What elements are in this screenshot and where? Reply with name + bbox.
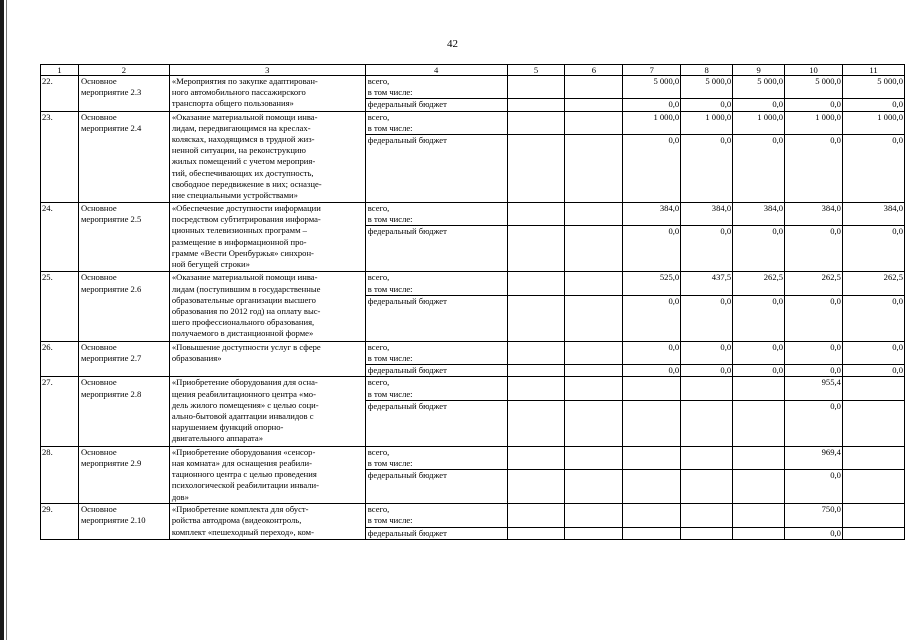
measure-cell — [78, 76, 169, 112]
federal-value-cell: 0,0 — [623, 226, 681, 272]
funding-total-label-line: всего, — [367, 272, 390, 283]
total-value-cell: 955,4 — [785, 377, 843, 400]
description-cell — [169, 341, 365, 377]
column-header: 7 — [623, 65, 681, 76]
description-cell — [169, 377, 365, 446]
description-text-line: «Обеспечение доступности информации — [171, 203, 321, 214]
column-header: 1 — [41, 65, 79, 76]
empty-cell — [507, 203, 565, 226]
funding-total-label-cell — [365, 111, 507, 134]
federal-budget-label-cell: федеральный бюджет — [365, 527, 507, 539]
description-text-line: образования по 2012 год) на оплату выс- — [171, 306, 321, 317]
federal-value-cell — [681, 470, 733, 504]
description-text-line: ально-бытовой адаптации инвалидов с — [171, 411, 314, 422]
federal-value-cell: 0,0 — [623, 99, 681, 111]
description-text-line: «Оказание материальной помощи инва- — [171, 111, 318, 122]
total-value-cell: 0,0 — [681, 341, 733, 364]
row-number-cell: 29. — [41, 504, 79, 540]
funding-total-label-line: всего, — [367, 504, 390, 515]
description-text-line: щения реабилитационного центра «мо- — [171, 388, 316, 399]
total-value-cell: 5 000,0 — [623, 76, 681, 99]
description-text-line: «Приобретение оборудования для осна- — [171, 377, 318, 388]
description-text-line: жилых помещений с учетом мероприя- — [171, 156, 316, 167]
column-header: 10 — [785, 65, 843, 76]
federal-value-cell: 0,0 — [785, 99, 843, 111]
column-header: 11 — [842, 65, 904, 76]
funding-total-label-cell — [365, 272, 507, 295]
total-value-cell — [623, 446, 681, 469]
description-text-line: двигательного аппарата» — [171, 433, 264, 444]
description-text-line: ненной ситуации, на реконструкцию — [171, 145, 306, 156]
empty-cell — [507, 341, 565, 364]
description-text-line: ционных телевизионных программ – — [171, 225, 307, 236]
description-text-line: дов» — [171, 491, 189, 502]
description-text-line: образовательные организации высшего — [171, 294, 316, 305]
federal-value-cell: 0,0 — [785, 226, 843, 272]
total-value-cell: 0,0 — [785, 341, 843, 364]
total-value-cell: 384,0 — [623, 203, 681, 226]
description-cell — [169, 504, 365, 540]
funding-total-label-line: в том числе: — [367, 515, 413, 526]
measure-text-line: Основное — [80, 377, 117, 388]
description-text-line: образования» — [171, 353, 222, 364]
empty-cell — [507, 135, 565, 203]
row-number-cell: 26. — [41, 341, 79, 377]
total-value-cell — [733, 446, 785, 469]
empty-cell — [507, 99, 565, 111]
measure-text-line: Основное — [80, 341, 117, 352]
federal-value-cell: 0,0 — [681, 226, 733, 272]
description-text-line: посредством субтитрирования информа- — [171, 214, 321, 225]
empty-cell — [565, 504, 623, 527]
total-value-cell: 0,0 — [842, 341, 904, 364]
table-row — [41, 272, 905, 295]
empty-cell — [565, 470, 623, 504]
measure-cell — [78, 446, 169, 503]
total-value-cell: 384,0 — [785, 203, 843, 226]
column-header: 6 — [565, 65, 623, 76]
description-text-line: «Приобретение комплекта для обуст- — [171, 504, 309, 515]
total-value-cell: 525,0 — [623, 272, 681, 295]
description-text-line: дель жилого помещения» с целью соци- — [171, 399, 319, 410]
description-text-line: «Приобретение оборудования «сенсор- — [171, 446, 316, 457]
funding-total-label-line: в том числе: — [367, 214, 413, 225]
funding-total-label-line: в том числе: — [367, 283, 413, 294]
federal-budget-label-cell: федеральный бюджет — [365, 470, 507, 504]
federal-value-cell: 0,0 — [681, 99, 733, 111]
empty-cell — [565, 226, 623, 272]
measure-text-line: Основное — [80, 272, 117, 283]
column-header: 8 — [681, 65, 733, 76]
empty-cell — [565, 135, 623, 203]
row-number-cell: 27. — [41, 377, 79, 446]
federal-value-cell: 0,0 — [733, 226, 785, 272]
table-row — [41, 76, 905, 99]
description-text-line: психологической реабилитации инвали- — [171, 480, 319, 491]
measure-text-line: мероприятие 2.8 — [80, 388, 142, 399]
total-value-cell — [842, 504, 904, 527]
empty-cell — [565, 377, 623, 400]
empty-cell — [565, 272, 623, 295]
empty-cell — [565, 341, 623, 364]
total-value-cell: 5 000,0 — [842, 76, 904, 99]
total-value-cell: 262,5 — [842, 272, 904, 295]
description-text-line: транспорта общего пользования» — [171, 98, 294, 109]
empty-cell — [565, 446, 623, 469]
total-value-cell: 1 000,0 — [623, 111, 681, 134]
total-value-cell — [842, 377, 904, 400]
description-text-line: получаемого в дистанционной форме» — [171, 328, 314, 339]
total-value-cell: 969,4 — [785, 446, 843, 469]
measure-text-line: мероприятие 2.10 — [80, 515, 146, 526]
federal-value-cell — [842, 400, 904, 446]
description-text-line: нарушением функций опорно- — [171, 422, 284, 433]
funding-total-label-line: в том числе: — [367, 122, 413, 133]
empty-cell — [565, 295, 623, 341]
federal-value-cell — [842, 527, 904, 539]
description-text-line: тационного центра с целью проведения — [171, 469, 317, 480]
total-value-cell: 1 000,0 — [733, 111, 785, 134]
empty-cell — [507, 446, 565, 469]
measure-text-line: Основное — [80, 76, 117, 86]
federal-value-cell: 0,0 — [681, 365, 733, 377]
federal-budget-label-cell: федеральный бюджет — [365, 99, 507, 111]
total-value-cell: 750,0 — [785, 504, 843, 527]
federal-value-cell: 0,0 — [842, 135, 904, 203]
table-row — [41, 377, 905, 400]
measure-text-line: Основное — [80, 504, 117, 515]
federal-budget-label-cell: федеральный бюджет — [365, 135, 507, 203]
measure-cell — [78, 203, 169, 272]
federal-budget-label-cell: федеральный бюджет — [365, 226, 507, 272]
total-value-cell: 1 000,0 — [681, 111, 733, 134]
funding-total-label-line: в том числе: — [367, 458, 413, 469]
description-text-line: «Мероприятия по закупке адаптирован- — [171, 76, 318, 86]
funding-total-label-line: всего, — [367, 377, 390, 388]
measure-text-line: мероприятие 2.4 — [80, 122, 142, 133]
total-value-cell: 384,0 — [681, 203, 733, 226]
total-value-cell — [733, 377, 785, 400]
empty-cell — [507, 272, 565, 295]
row-number-cell: 23. — [41, 111, 79, 202]
empty-cell — [565, 527, 623, 539]
description-text-line: лидам (поступившим в государственные — [171, 283, 321, 294]
table-row — [41, 203, 905, 226]
description-text-line: «Повышение доступности услуг в сфере — [171, 341, 321, 352]
empty-cell — [565, 365, 623, 377]
total-value-cell — [842, 446, 904, 469]
measure-text-line: Основное — [80, 111, 117, 122]
measure-text-line: мероприятие 2.9 — [80, 458, 142, 469]
federal-value-cell: 0,0 — [842, 365, 904, 377]
table-row — [41, 446, 905, 469]
empty-cell — [507, 295, 565, 341]
federal-value-cell: 0,0 — [785, 527, 843, 539]
empty-cell — [565, 76, 623, 99]
funding-total-label-line: всего, — [367, 76, 390, 86]
measure-text-line: Основное — [80, 203, 117, 214]
measure-cell — [78, 504, 169, 540]
measure-text-line: мероприятие 2.5 — [80, 214, 142, 225]
federal-value-cell — [623, 527, 681, 539]
federal-value-cell — [623, 400, 681, 446]
funding-total-label-line: всего, — [367, 203, 390, 214]
federal-value-cell — [681, 527, 733, 539]
federal-value-cell: 0,0 — [733, 365, 785, 377]
total-value-cell — [681, 504, 733, 527]
total-value-cell: 5 000,0 — [733, 76, 785, 99]
measure-cell — [78, 111, 169, 202]
federal-value-cell: 0,0 — [623, 295, 681, 341]
total-value-cell: 5 000,0 — [681, 76, 733, 99]
federal-value-cell: 0,0 — [785, 400, 843, 446]
scan-binding-shadow — [6, 0, 7, 640]
description-text-line: свободное передвижение в них; осназце- — [171, 178, 322, 189]
page-number: 42 — [447, 38, 458, 50]
total-value-cell: 384,0 — [842, 203, 904, 226]
description-text-line: лидам, передвигающимся на креслах- — [171, 122, 311, 133]
column-header: 2 — [78, 65, 169, 76]
federal-value-cell: 0,0 — [785, 135, 843, 203]
total-value-cell: 0,0 — [733, 341, 785, 364]
total-value-cell: 384,0 — [733, 203, 785, 226]
empty-cell — [507, 226, 565, 272]
empty-cell — [507, 365, 565, 377]
total-value-cell — [733, 504, 785, 527]
empty-cell — [507, 111, 565, 134]
federal-budget-label-cell: федеральный бюджет — [365, 400, 507, 446]
federal-value-cell: 0,0 — [785, 365, 843, 377]
federal-value-cell: 0,0 — [681, 295, 733, 341]
empty-cell — [565, 400, 623, 446]
row-number-cell: 28. — [41, 446, 79, 503]
funding-total-label-cell — [365, 76, 507, 99]
table-header-row — [41, 65, 905, 76]
description-cell — [169, 272, 365, 341]
federal-value-cell — [733, 400, 785, 446]
row-number-cell: 22. — [41, 76, 79, 112]
federal-value-cell: 0,0 — [785, 470, 843, 504]
measure-text-line: Основное — [80, 446, 117, 457]
description-text-line: колясках, находящимся в трудной жиз- — [171, 134, 315, 145]
description-text-line: грамме «Вести Оренбуржья» синхрон- — [171, 247, 314, 258]
funding-total-label-cell — [365, 377, 507, 400]
row-number-cell: 25. — [41, 272, 79, 341]
empty-cell — [565, 99, 623, 111]
federal-value-cell — [681, 400, 733, 446]
description-text-line: комплект «пешеходный переход», ком- — [171, 526, 314, 537]
description-text-line: ройства автодрома (видеоконтроль, — [171, 515, 302, 526]
description-text-line: ная комната» для оснащения реабили- — [171, 458, 312, 469]
total-value-cell: 5 000,0 — [785, 76, 843, 99]
row-number-cell: 24. — [41, 203, 79, 272]
federal-value-cell: 0,0 — [842, 99, 904, 111]
federal-value-cell — [733, 470, 785, 504]
total-value-cell: 1 000,0 — [785, 111, 843, 134]
description-cell — [169, 111, 365, 202]
measure-text-line: мероприятие 2.6 — [80, 283, 142, 294]
column-header: 3 — [169, 65, 365, 76]
column-header: 9 — [733, 65, 785, 76]
description-cell — [169, 76, 365, 112]
measure-cell — [78, 341, 169, 377]
description-text-line: «Оказание материальной помощи инва- — [171, 272, 318, 283]
total-value-cell — [623, 377, 681, 400]
federal-value-cell: 0,0 — [623, 135, 681, 203]
federal-value-cell: 0,0 — [733, 99, 785, 111]
federal-value-cell: 0,0 — [842, 295, 904, 341]
table-row — [41, 341, 905, 364]
empty-cell — [507, 527, 565, 539]
total-value-cell — [681, 377, 733, 400]
empty-cell — [507, 470, 565, 504]
table-row — [41, 504, 905, 527]
total-value-cell: 0,0 — [623, 341, 681, 364]
description-text-line: размещение в информационной про- — [171, 236, 307, 247]
funding-total-label-cell — [365, 341, 507, 364]
total-value-cell — [681, 446, 733, 469]
funding-total-label-line: в том числе: — [367, 353, 413, 364]
funding-total-label-line: в том числе: — [367, 388, 413, 399]
description-text-line: ного автомобильного пассажирского — [171, 87, 306, 98]
total-value-cell: 437,5 — [681, 272, 733, 295]
measure-cell — [78, 272, 169, 341]
empty-cell — [507, 504, 565, 527]
measure-cell — [78, 377, 169, 446]
measure-text-line: мероприятие 2.7 — [80, 353, 142, 364]
empty-cell — [507, 377, 565, 400]
federal-value-cell: 0,0 — [623, 365, 681, 377]
federal-value-cell: 0,0 — [733, 135, 785, 203]
federal-budget-label-cell: федеральный бюджет — [365, 295, 507, 341]
column-header: 4 — [365, 65, 507, 76]
funding-total-label-cell — [365, 203, 507, 226]
federal-value-cell: 0,0 — [733, 295, 785, 341]
federal-value-cell: 0,0 — [681, 135, 733, 203]
scan-binding-edge — [0, 0, 4, 640]
measure-text-line: мероприятие 2.3 — [80, 87, 142, 98]
funding-total-label-cell — [365, 504, 507, 527]
empty-cell — [565, 203, 623, 226]
federal-value-cell: 0,0 — [785, 295, 843, 341]
table-row — [41, 111, 905, 134]
column-header: 5 — [507, 65, 565, 76]
funding-total-label-line: всего, — [367, 446, 390, 457]
federal-value-cell — [623, 470, 681, 504]
total-value-cell: 262,5 — [785, 272, 843, 295]
description-text-line: ние специальными устройствами» — [171, 190, 298, 201]
total-value-cell: 1 000,0 — [842, 111, 904, 134]
description-cell — [169, 203, 365, 272]
empty-cell — [507, 76, 565, 99]
federal-value-cell: 0,0 — [842, 226, 904, 272]
funding-total-label-line: всего, — [367, 111, 390, 122]
federal-value-cell — [842, 470, 904, 504]
funding-total-label-line: в том числе: — [367, 87, 413, 98]
budget-table — [40, 64, 905, 540]
federal-budget-label-cell: федеральный бюджет — [365, 365, 507, 377]
empty-cell — [507, 400, 565, 446]
total-value-cell: 262,5 — [733, 272, 785, 295]
federal-value-cell — [733, 527, 785, 539]
empty-cell — [565, 111, 623, 134]
funding-total-label-line: всего, — [367, 341, 390, 352]
total-value-cell — [623, 504, 681, 527]
description-text-line: тий, обеспечивающих их доступность, — [171, 167, 314, 178]
funding-total-label-cell — [365, 446, 507, 469]
description-cell — [169, 446, 365, 503]
description-text-line: ной бегущей строки» — [171, 259, 250, 270]
description-text-line: шего профессионального образования, — [171, 317, 315, 328]
